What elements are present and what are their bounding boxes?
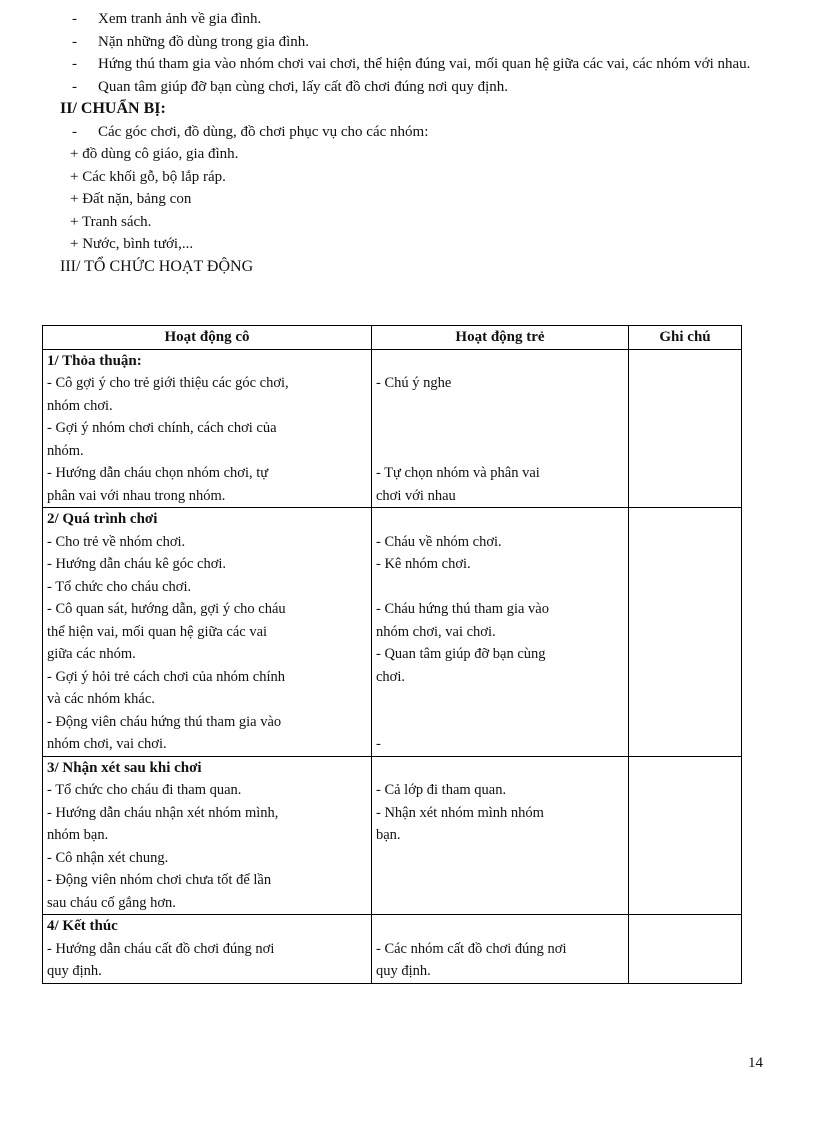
- child-activity-line: - Quan tâm giúp đỡ bạn cùng: [376, 646, 546, 662]
- intro-item-text: Hứng thú tham gia vào nhóm chơi vai chơi, thể hiện đúng vai, mối quan hệ giữa các vai, các nhóm với nhau.: [98, 56, 751, 72]
- child-activity-cell: [372, 349, 629, 508]
- table-header-row: [43, 326, 742, 350]
- child-activity-line: - Các nhóm cất đồ chơi đúng nơi: [376, 940, 567, 957]
- child-activity-line: [376, 847, 624, 870]
- teacher-activity-line: - Cô quan sát, hướng dẫn, gợi ý cho cháu: [47, 601, 286, 617]
- teacher-activity-line: - Cô gợi ý cho trẻ giới thiệu các góc chơi,: [47, 375, 289, 391]
- child-activity-line: chơi với nhau: [376, 487, 456, 504]
- child-activity-line: [376, 395, 624, 418]
- preparation-lead: - Các góc chơi, đồ dùng, đồ chơi phục vụ cho các nhóm:: [72, 123, 429, 140]
- teacher-activity-line: nhóm.: [47, 442, 84, 459]
- preparation-item: + Đất nặn, bảng con: [70, 191, 192, 207]
- teacher-activity-line: thể hiện vai, mối quan hệ giữa các vai: [47, 623, 268, 640]
- table-row: [43, 915, 742, 984]
- stage-title: 2/ Quá trình chơi: [47, 511, 158, 527]
- child-activity-line: [376, 869, 624, 892]
- child-activity-line: [376, 576, 624, 599]
- child-activity-line: [376, 892, 624, 915]
- child-activity-line: -: [376, 736, 381, 752]
- teacher-activity-line: - Động viên cháu hứng thú tham gia vào: [47, 713, 282, 730]
- teacher-activity-line: - Tổ chức cho cháu chơi.: [47, 578, 192, 595]
- child-activity-line: [376, 440, 624, 463]
- preparation-item: + Các khối gỗ, bộ lắp ráp.: [70, 168, 226, 185]
- child-activity-line: - Nhận xét nhóm mình nhóm: [376, 804, 544, 821]
- section-heading-preparation: II/ CHUẨN BỊ:: [60, 100, 166, 117]
- document-top-content: [60, 8, 772, 278]
- preparation-item: + đồ dùng cô giáo, gia đình.: [70, 146, 239, 162]
- teacher-activity-line: phân vai với nhau trong nhóm.: [47, 487, 226, 504]
- stage-title: 4/ Kết thúc: [47, 918, 118, 934]
- child-activity-line: - Cháu về nhóm chơi.: [376, 533, 502, 550]
- child-activity-cell: [372, 915, 629, 984]
- teacher-activity-cell: [43, 915, 372, 984]
- child-activity-line: chơi.: [376, 668, 406, 685]
- child-activity-cell: [372, 756, 629, 915]
- stage-title: 3/ Nhận xét sau khi chơi: [47, 759, 202, 776]
- teacher-activity-line: - Cô nhận xét chung.: [47, 849, 169, 866]
- child-activity-line: [376, 688, 624, 711]
- teacher-activity-line: sau cháu cố gắng hơn.: [47, 894, 176, 911]
- child-activity-line: quy định.: [376, 963, 431, 979]
- child-activity-line: [376, 711, 624, 734]
- table-row: [43, 756, 742, 915]
- child-activity-line: - Kê nhóm chơi.: [376, 556, 471, 572]
- teacher-activity-line: - Hướng dẫn cháu nhận xét nhóm mình,: [47, 804, 279, 821]
- intro-item-text: Xem tranh ảnh về gia đình.: [98, 11, 262, 27]
- teacher-activity-line: nhóm chơi.: [47, 397, 113, 414]
- header-child-activity: Hoạt động trẻ: [372, 326, 629, 350]
- teacher-activity-line: - Cho trẻ về nhóm chơi.: [47, 533, 186, 550]
- child-activity-cell: [372, 508, 629, 757]
- intro-list-item: - Nặn những đồ dùng trong gia đình.: [72, 33, 310, 50]
- teacher-activity-line: giữa các nhóm.: [47, 646, 136, 662]
- table-row: [43, 508, 742, 757]
- intro-list-item: - Hứng thú tham gia vào nhóm chơi vai chơi, thể hiện đúng vai, mối quan hệ giữa các vai, các nhóm với nhau.: [72, 56, 751, 72]
- intro-list-item: - Xem tranh ảnh về gia đình.: [72, 11, 262, 27]
- header-teacher-activity: Hoạt động cô: [43, 326, 372, 350]
- notes-cell: [629, 915, 742, 984]
- teacher-activity-line: nhóm bạn.: [47, 827, 109, 843]
- stage-title: 1/ Thỏa thuận:: [47, 352, 142, 369]
- teacher-activity-line: - Tổ chức cho cháu đi tham quan.: [47, 782, 242, 798]
- header-notes: Ghi chú: [629, 326, 742, 350]
- teacher-activity-line: - Hướng dẫn cháu cất đồ chơi đúng nơi: [47, 940, 275, 957]
- preparation-item: + Tranh sách.: [70, 213, 152, 230]
- preparation-lead-text: Các góc chơi, đồ dùng, đồ chơi phục vụ cho các nhóm:: [98, 123, 429, 140]
- child-activity-line: nhóm chơi, vai chơi.: [376, 623, 496, 640]
- teacher-activity-line: - Gợi ý hỏi trẻ cách chơi của nhóm chính: [47, 668, 285, 685]
- teacher-activity-line: và các nhóm khác.: [47, 691, 155, 707]
- notes-cell: [629, 508, 742, 757]
- teacher-activity-line: - Hướng dẫn cháu kê góc chơi.: [47, 556, 227, 572]
- notes-cell: [629, 756, 742, 915]
- notes-cell: [629, 349, 742, 508]
- activity-table: [42, 325, 742, 984]
- child-activity-line: - Chú ý nghe: [376, 375, 452, 391]
- child-activity-line: - Tự chọn nhóm và phân vai: [376, 465, 540, 481]
- intro-list-item: - Quan tâm giúp đỡ bạn cùng chơi, lấy cất đồ chơi đúng nơi quy định.: [72, 78, 508, 95]
- preparation-item: + Nước, bình tưới,...: [70, 236, 194, 252]
- intro-item-text: Nặn những đồ dùng trong gia đình.: [98, 33, 310, 50]
- teacher-activity-line: - Gợi ý nhóm chơi chính, cách chơi của: [47, 420, 277, 436]
- child-activity-line: - Cháu hứng thú tham gia vào: [376, 601, 549, 617]
- teacher-activity-line: - Hướng dẫn cháu chọn nhóm chơi, tự: [47, 465, 269, 481]
- teacher-activity-cell: [43, 349, 372, 508]
- teacher-activity-line: - Động viên nhóm chơi chưa tốt để lần: [47, 872, 272, 888]
- intro-item-text: Quan tâm giúp đỡ bạn cùng chơi, lấy cất đồ chơi đúng nơi quy định.: [98, 78, 508, 95]
- child-activity-line: - Cả lớp đi tham quan.: [376, 782, 507, 798]
- page-number: 14: [748, 1055, 763, 1071]
- child-activity-line: [376, 417, 624, 440]
- teacher-activity-line: nhóm chơi, vai chơi.: [47, 736, 167, 752]
- child-activity-line: bạn.: [376, 827, 401, 843]
- section-heading-activities: III/ TỔ CHỨC HOẠT ĐỘNG: [60, 257, 254, 275]
- teacher-activity-cell: [43, 508, 372, 757]
- teacher-activity-cell: [43, 756, 372, 915]
- teacher-activity-line: quy định.: [47, 963, 102, 979]
- table-row: [43, 349, 742, 508]
